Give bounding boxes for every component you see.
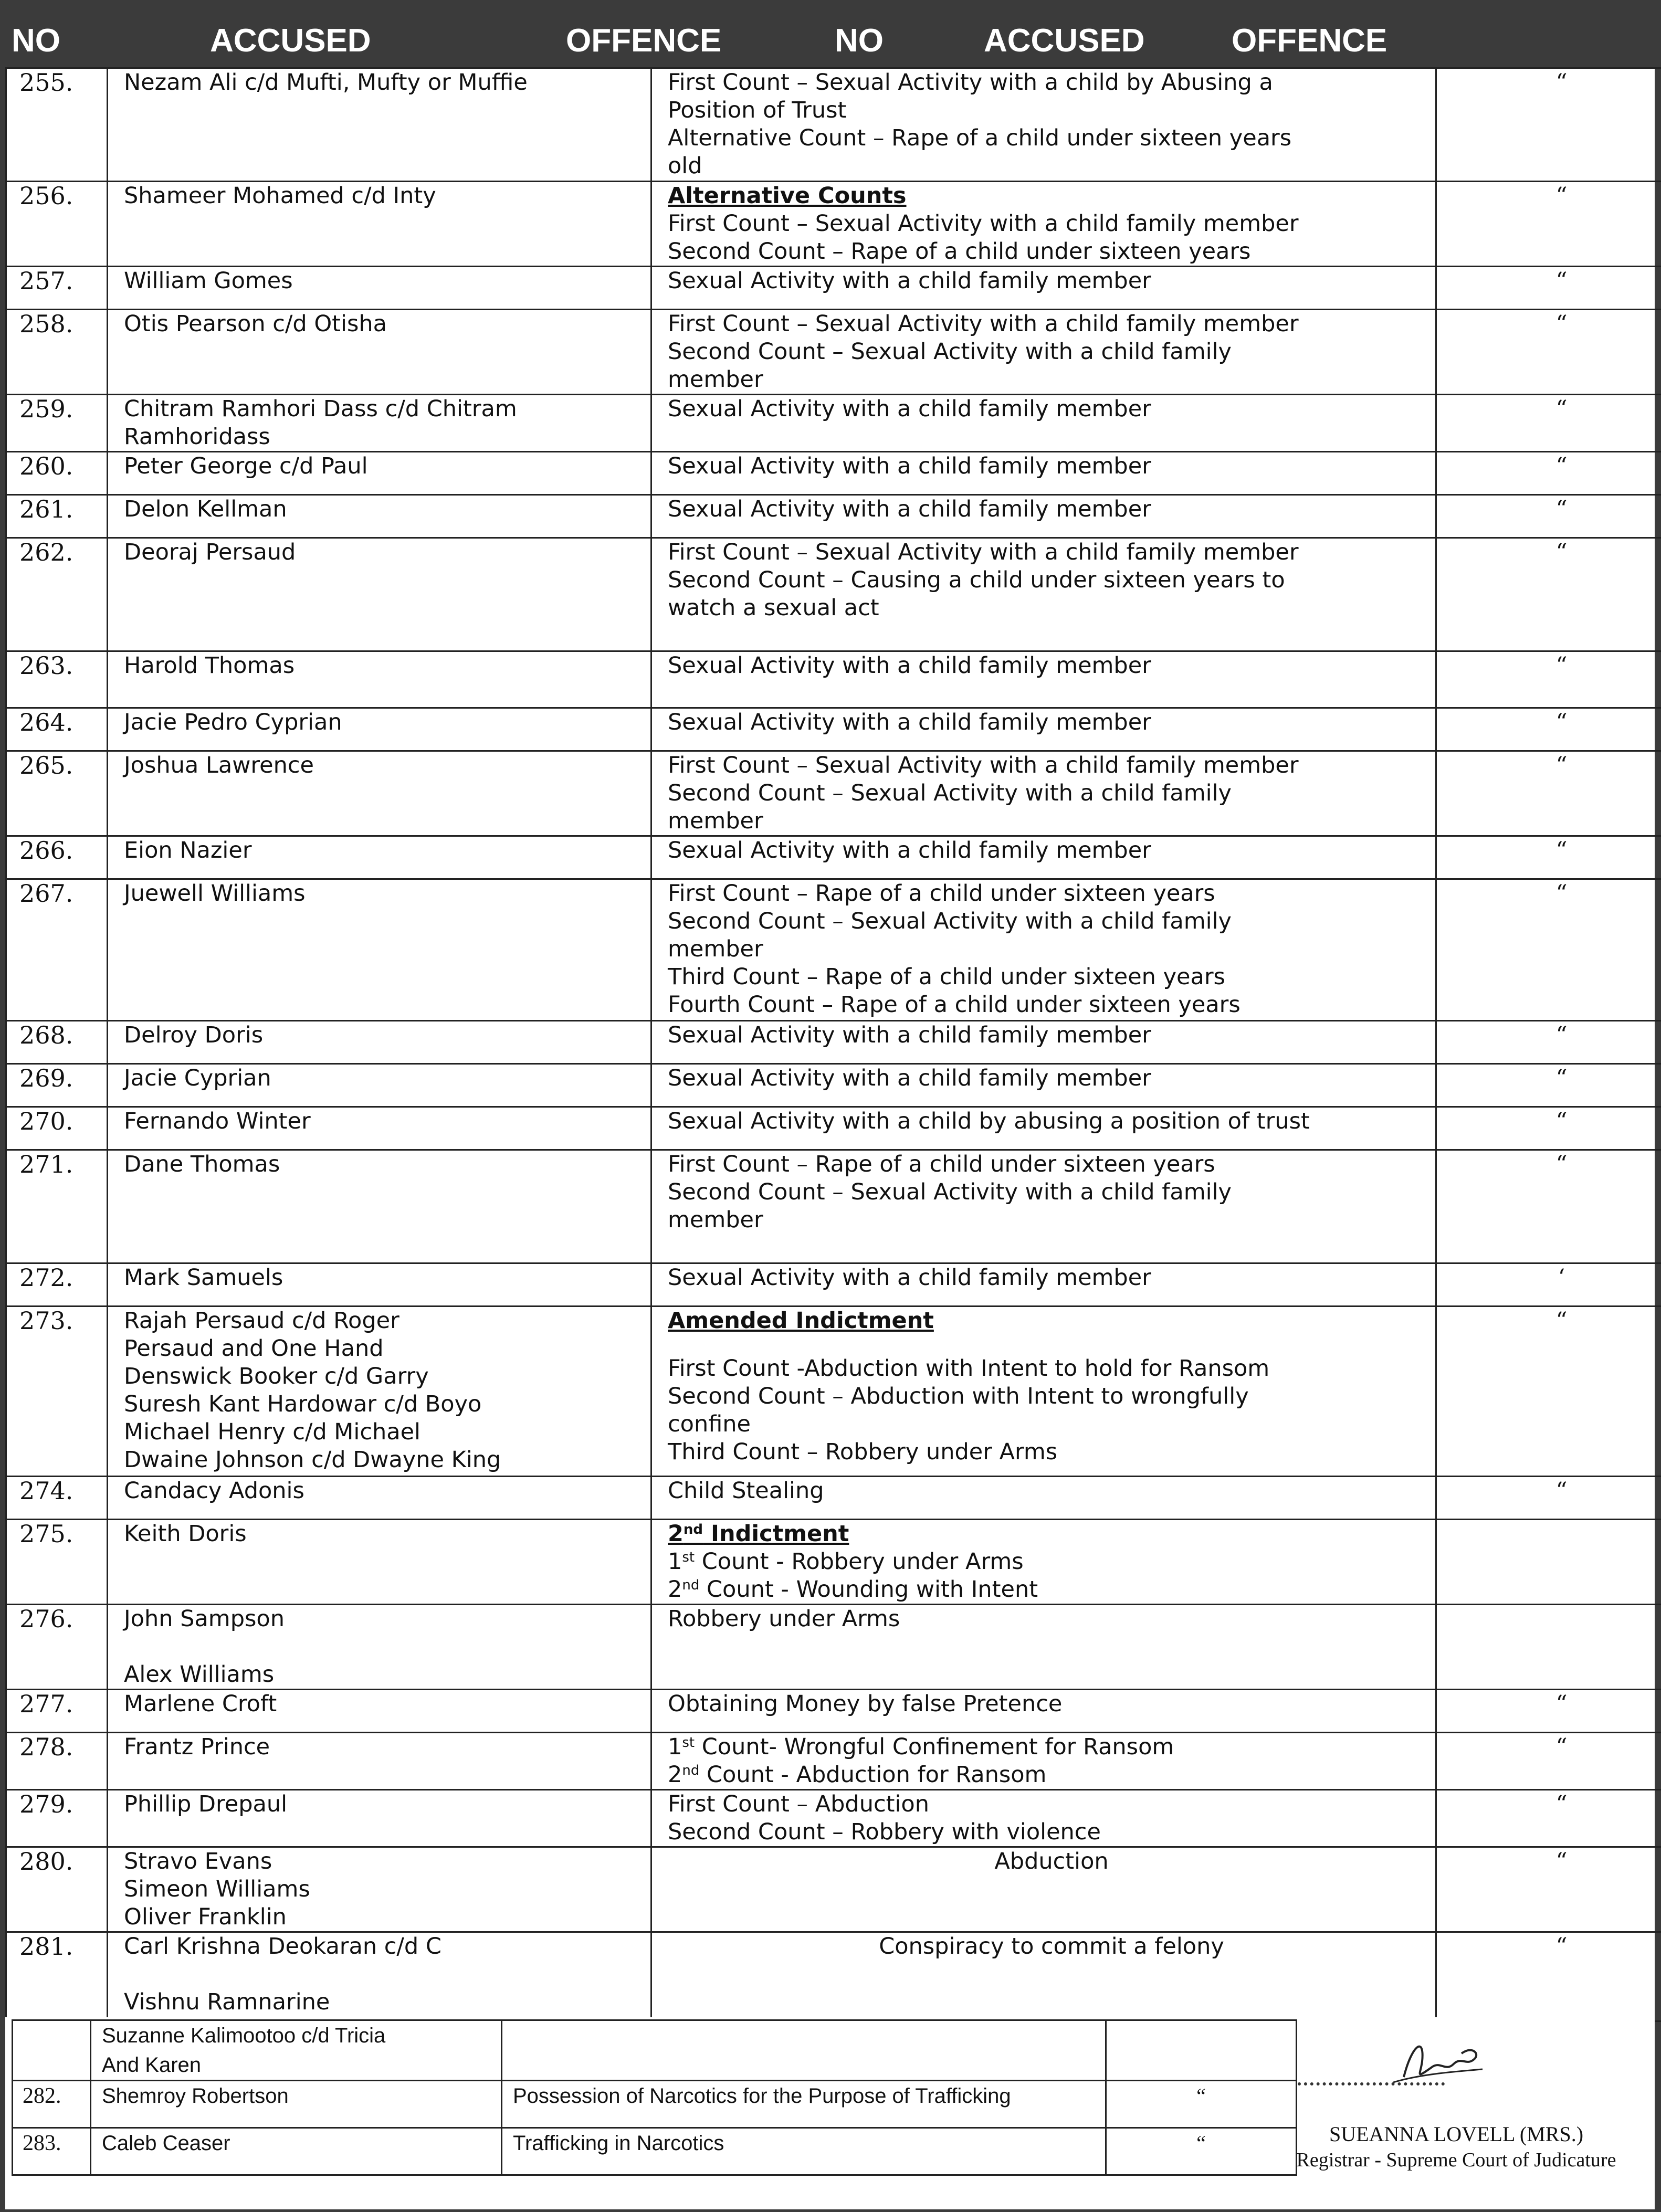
header-offence-2: OFFENCE: [1232, 23, 1387, 59]
row-number: 273.: [6, 1307, 108, 1477]
accused-name: Carl Krishna Deokaran c/d C: [124, 1933, 441, 1960]
table-row: [13, 2128, 1297, 2175]
accused-name: Ramhoridass: [124, 424, 270, 450]
accused-cell: [108, 395, 651, 452]
ditto-mark: “: [1436, 267, 1661, 310]
accused-name: And Karen: [102, 2053, 202, 2077]
ditto-mark: “: [1436, 1307, 1661, 1477]
accused-cell: [108, 495, 651, 538]
accused-name: Persaud and One Hand: [124, 1335, 384, 1362]
ordinal-number: 2: [668, 1521, 684, 1547]
offence-heading: Alternative Counts: [668, 183, 907, 209]
ditto-mark: “: [1106, 2081, 1297, 2128]
ditto-mark: “: [1436, 1064, 1661, 1107]
accused-name: Delroy Doris: [124, 1022, 264, 1048]
row-number: 283.: [13, 2128, 91, 2175]
accused-cell: [108, 879, 651, 1021]
table-row: [13, 2020, 1297, 2081]
offence-cell: [651, 1790, 1436, 1847]
offence-cell: [651, 1150, 1436, 1263]
accused-name: Stravo Evans: [124, 1848, 272, 1874]
table-row: [6, 310, 1661, 395]
accused-name: Dane Thomas: [124, 1151, 280, 1177]
accused-cell: [108, 1150, 651, 1263]
offence-cell: [651, 651, 1436, 708]
offence-count: Sexual Activity with a child family member: [668, 837, 1151, 863]
offence-cell: [651, 495, 1436, 538]
row-number: 261.: [6, 495, 108, 538]
offence-count: member: [668, 1207, 763, 1233]
table-row: [6, 1150, 1661, 1263]
row-number: 264.: [6, 708, 108, 751]
accused-cell: [108, 1263, 651, 1307]
offence-cell: [651, 395, 1436, 452]
accused-cell: [108, 1605, 651, 1690]
ditto-mark: “: [1436, 1733, 1661, 1790]
accused-cell: [108, 1307, 651, 1477]
ditto-mark: “: [1436, 310, 1661, 395]
table-row: [6, 651, 1661, 708]
accused-name: Phillip Drepaul: [124, 1791, 288, 1817]
offence-heading: Amended Indictment: [668, 1308, 934, 1334]
accused-cell: [108, 1477, 651, 1520]
accused-cell: [91, 2081, 502, 2128]
offence-cell: [651, 1847, 1436, 1932]
offence-count: Sexual Activity with a child family member: [668, 652, 1151, 679]
table-row: [6, 836, 1661, 879]
accused-name: Nezam Ali c/d Mufti, Mufty or Muffie: [124, 69, 528, 96]
offence-count: Third Count – Rape of a child under sixteen years: [668, 964, 1225, 990]
table-row: [6, 1477, 1661, 1520]
row-number: 268.: [6, 1021, 108, 1064]
accused-cell: [108, 1847, 651, 1932]
offence-count: Sexual Activity with a child family member: [668, 268, 1151, 294]
offence-count: Second Count – Abduction with Intent to wrongfully: [668, 1383, 1249, 1409]
offence-cell: [651, 1263, 1436, 1307]
table-row: [13, 2081, 1297, 2128]
header-accused-2: ACCUSED: [984, 23, 1145, 59]
ordinal-suffix: nd: [682, 1763, 700, 1778]
ordinal-suffix: nd: [683, 1522, 703, 1537]
accused-name: Marlene Croft: [124, 1691, 277, 1717]
ordinal-number: 2: [668, 1762, 682, 1788]
ditto-mark: “: [1436, 182, 1661, 267]
row-number: 256.: [6, 182, 108, 267]
offence-cell: [651, 836, 1436, 879]
registrar-title: Registrar - Supreme Court of Judicature: [1296, 2149, 1616, 2171]
accused-name: Simeon Williams: [124, 1876, 310, 1902]
signature-line: [1298, 2082, 1445, 2085]
table-row: [6, 68, 1661, 182]
ditto-mark: “: [1436, 651, 1661, 708]
row-number: 259.: [6, 395, 108, 452]
accused-name: Suzanne Kalimootoo c/d Tricia: [102, 2024, 386, 2047]
accused-cell: [108, 1733, 651, 1790]
header-no-2: NO: [835, 23, 884, 59]
offence-count: Second Count – Sexual Activity with a child family: [668, 908, 1232, 934]
ditto-mark: “: [1436, 1107, 1661, 1150]
accused-name: William Gomes: [124, 268, 293, 294]
accused-name: Dwaine Johnson c/d Dwayne King: [124, 1447, 501, 1473]
row-number: 282.: [13, 2081, 91, 2128]
accused-cell: [108, 651, 651, 708]
spacer: [668, 1335, 1435, 1355]
header-offence: OFFENCE: [566, 23, 722, 59]
accused-cell: [108, 68, 651, 182]
table-row: [6, 1790, 1661, 1847]
table-row: [6, 1605, 1661, 1690]
offence-count: First Count – Sexual Activity with a child family member: [668, 752, 1299, 778]
table-row: [6, 1107, 1661, 1150]
offence-count: [668, 1761, 1435, 1789]
ditto-mark: “: [1436, 708, 1661, 751]
offence-count: old: [668, 153, 702, 179]
table-row: [6, 1263, 1661, 1307]
offence-cell: Trafficking in Narcotics: [502, 2128, 1106, 2175]
row-number: 267.: [6, 879, 108, 1021]
indictment-table: [5, 67, 1661, 2022]
accused-name: Harold Thomas: [124, 652, 295, 679]
ditto-mark: “: [1436, 1477, 1661, 1520]
accused-cell: [108, 708, 651, 751]
accused-cell: [108, 267, 651, 310]
row-number: 262.: [6, 538, 108, 651]
offence-count: First Count – Rape of a child under sixteen years: [668, 1151, 1215, 1177]
offence-count: Sexual Activity with a child family member: [668, 1065, 1151, 1091]
offence-count: Robbery under Arms: [668, 1606, 900, 1632]
accused-name: Jacie Cyprian: [124, 1065, 271, 1091]
offence-count: [668, 1733, 1435, 1761]
ordinal-suffix: nd: [682, 1577, 700, 1593]
row-number: 272.: [6, 1263, 108, 1307]
ditto-mark: “: [1436, 495, 1661, 538]
accused-cell: [108, 310, 651, 395]
offence-count: First Count – Rape of a child under sixteen years: [668, 880, 1215, 907]
table-row: [6, 267, 1661, 310]
indictment-list: [5, 67, 1655, 2017]
offence-cell: [651, 1021, 1436, 1064]
table-row: [6, 495, 1661, 538]
offence-count: Sexual Activity with a child family member: [668, 396, 1151, 422]
accused-name: Oliver Franklin: [124, 1904, 287, 1930]
offence-count: Second Count – Causing a child under sixteen years to: [668, 567, 1285, 593]
offence-cell: [651, 879, 1436, 1021]
offence-cell: [651, 182, 1436, 267]
ditto-mark: [1436, 1605, 1661, 1690]
row-number: 281.: [6, 1932, 108, 2021]
offence-count: Child Stealing: [668, 1478, 824, 1504]
offence-count: Conspiracy to commit a felony: [879, 1933, 1224, 1960]
offence-count: Second Count – Sexual Activity with a child family: [668, 780, 1232, 806]
offence-count: Position of Trust: [668, 97, 847, 123]
offence-count: Second Count – Rape of a child under sixteen years: [668, 238, 1251, 265]
ditto-mark: “: [1436, 1932, 1661, 2021]
row-number: 257.: [6, 267, 108, 310]
accused-name: Shemroy Robertson: [102, 2084, 289, 2108]
ordinal-suffix: st: [682, 1735, 695, 1751]
ditto-mark: “: [1106, 2128, 1297, 2175]
offence-cell: [651, 751, 1436, 836]
accused-name: Vishnu Ramnarine: [124, 1989, 330, 2015]
table-row: [6, 751, 1661, 836]
row-number: 260.: [6, 452, 108, 495]
table-row: [6, 1064, 1661, 1107]
table-row: [6, 1847, 1661, 1932]
offence-cell: [651, 1690, 1436, 1733]
accused-cell: [108, 1064, 651, 1107]
header-accused: ACCUSED: [210, 23, 371, 59]
offence-count: Sexual Activity with a child family member: [668, 453, 1151, 479]
ditto-mark: ‘: [1436, 1263, 1661, 1307]
table-row: [6, 1307, 1661, 1477]
ditto-mark: “: [1436, 1790, 1661, 1847]
row-number: 271.: [6, 1150, 108, 1263]
offence-count: Sexual Activity with a child family member: [668, 1265, 1151, 1291]
accused-name: Keith Doris: [124, 1521, 247, 1547]
offence-heading: [668, 1520, 1435, 1548]
table-row: [6, 1932, 1661, 2021]
offence-count: Sexual Activity with a child by abusing a position of trust: [668, 1108, 1310, 1134]
accused-name: Caleb Ceaser: [102, 2132, 230, 2155]
table-row: [6, 708, 1661, 751]
accused-cell: [108, 1021, 651, 1064]
offence-count: Fourth Count – Rape of a child under sixteen years: [668, 992, 1241, 1018]
registrar-signature-block: [1262, 2019, 1651, 2177]
row-number: 266.: [6, 836, 108, 879]
offence-cell: [651, 452, 1436, 495]
registrar-name: SUEANNA LOVELL (MRS.): [1329, 2122, 1584, 2146]
accused-cell: [108, 1520, 651, 1605]
accused-name: Suresh Kant Hardowar c/d Boyo: [124, 1391, 482, 1417]
header-no: NO: [12, 23, 60, 59]
accused-name: [124, 1961, 650, 1988]
accused-name: Mark Samuels: [124, 1265, 283, 1291]
offence-count: First Count -Abduction with Intent to hold for Ransom: [668, 1355, 1270, 1382]
offence-count: confine: [668, 1411, 751, 1437]
offence-cell: [651, 708, 1436, 751]
offence-cell: [651, 1307, 1436, 1477]
ditto-mark: “: [1436, 836, 1661, 879]
footer-section: [5, 2017, 1655, 2209]
table-row: [6, 1733, 1661, 1790]
accused-cell: [91, 2128, 502, 2175]
offence-count: First Count – Abduction: [668, 1791, 929, 1817]
accused-name: Shameer Mohamed c/d Inty: [124, 183, 436, 209]
offence-cell: [651, 1520, 1436, 1605]
heading-text: Indictment: [703, 1521, 849, 1547]
accused-cell: [108, 538, 651, 651]
accused-name: Chitram Ramhori Dass c/d Chitram: [124, 396, 517, 422]
offence-count: member: [668, 366, 763, 393]
offence-count: Sexual Activity with a child family member: [668, 496, 1151, 522]
row-number: 279.: [6, 1790, 108, 1847]
row-number: 277.: [6, 1690, 108, 1733]
row-number: 255.: [6, 68, 108, 182]
ditto-mark: “: [1436, 751, 1661, 836]
accused-cell: [108, 836, 651, 879]
accused-name: [124, 1633, 650, 1661]
ditto-mark: “: [1436, 879, 1661, 1021]
accused-name: Otis Pearson c/d Otisha: [124, 311, 387, 337]
offence-cell: [651, 267, 1436, 310]
offence-count: Third Count – Robbery under Arms: [668, 1439, 1058, 1465]
accused-name: Delon Kellman: [124, 496, 287, 522]
offence-count: Abduction: [994, 1848, 1109, 1874]
offence-cell: [651, 1733, 1436, 1790]
offence-cell: [651, 68, 1436, 182]
accused-name: Juewell Williams: [124, 880, 306, 907]
row-number: 274.: [6, 1477, 108, 1520]
offence-count: First Count – Sexual Activity with a child family member: [668, 311, 1299, 337]
ditto-mark: “: [1436, 452, 1661, 495]
table-row: [6, 1021, 1661, 1064]
offence-count: Second Count – Robbery with violence: [668, 1819, 1101, 1845]
offence-cell: [651, 538, 1436, 651]
offence-count: Sexual Activity with a child family member: [668, 709, 1151, 735]
offence-count: First Count – Sexual Activity with a child family member: [668, 539, 1299, 565]
offence-cell: [502, 2020, 1106, 2081]
row-number: [13, 2020, 91, 2081]
row-number: 263.: [6, 651, 108, 708]
accused-name: Fernando Winter: [124, 1108, 311, 1134]
accused-cell: [108, 751, 651, 836]
row-number: 269.: [6, 1064, 108, 1107]
row-number: 275.: [6, 1520, 108, 1605]
accused-cell: [108, 182, 651, 267]
accused-cell: [91, 2020, 502, 2081]
offence-count: [668, 1548, 1435, 1576]
offence-cell: Possession of Narcotics for the Purpose of Trafficking: [502, 2081, 1106, 2128]
row-number: 265.: [6, 751, 108, 836]
offence-count: member: [668, 936, 763, 962]
continuation-table: [12, 2019, 1297, 2176]
accused-cell: [108, 452, 651, 495]
ordinal-number: 1: [668, 1734, 682, 1760]
ditto-mark: “: [1436, 1690, 1661, 1733]
offence-count: First Count – Sexual Activity with a child family member: [668, 210, 1299, 237]
count-text: Count - Wounding with Intent: [699, 1576, 1038, 1603]
count-text: Count - Abduction for Ransom: [699, 1762, 1047, 1788]
table-row: [6, 879, 1661, 1021]
table-row: [6, 182, 1661, 267]
row-number: 280.: [6, 1847, 108, 1932]
offence-count: watch a sexual act: [668, 595, 879, 621]
accused-name: Deoraj Persaud: [124, 539, 296, 565]
ditto-mark: [1436, 1520, 1661, 1605]
accused-cell: [108, 1690, 651, 1733]
offence-cell: [651, 1932, 1436, 2021]
offence-count: Alternative Count – Rape of a child under sixteen years: [668, 125, 1292, 151]
accused-name: Joshua Lawrence: [124, 752, 314, 778]
row-number: 276.: [6, 1605, 108, 1690]
table-row: [6, 538, 1661, 651]
ordinal-number: 1: [668, 1549, 682, 1575]
offence-cell: [651, 1064, 1436, 1107]
table-row: [6, 1520, 1661, 1605]
offence-cell: [651, 1107, 1436, 1150]
accused-name: Eion Nazier: [124, 837, 252, 863]
offence-cell: [651, 310, 1436, 395]
accused-name: Michael Henry c/d Michael: [124, 1419, 420, 1445]
table-row: [6, 1690, 1661, 1733]
ordinal-suffix: st: [682, 1550, 695, 1565]
accused-cell: [108, 1790, 651, 1847]
row-number: 270.: [6, 1107, 108, 1150]
accused-name: Candacy Adonis: [124, 1478, 304, 1504]
count-text: Count - Robbery under Arms: [695, 1549, 1024, 1575]
offence-count: Second Count – Sexual Activity with a child family: [668, 1179, 1232, 1205]
accused-name: Frantz Prince: [124, 1734, 270, 1760]
offence-count: Obtaining Money by false Pretence: [668, 1691, 1063, 1717]
accused-name: Alex Williams: [124, 1661, 275, 1688]
accused-name: Denswick Booker c/d Garry: [124, 1363, 429, 1389]
table-header: [0, 0, 1661, 67]
ditto-mark: “: [1436, 538, 1661, 651]
accused-name: John Sampson: [124, 1606, 285, 1632]
accused-name: Peter George c/d Paul: [124, 453, 368, 479]
offence-cell: [651, 1605, 1436, 1690]
offence-count: member: [668, 808, 763, 834]
offence-count: [668, 1576, 1435, 1604]
table-row: [6, 452, 1661, 495]
offence-cell: [651, 1477, 1436, 1520]
accused-name: Jacie Pedro Cyprian: [124, 709, 342, 735]
count-text: Count- Wrongful Confinement for Ransom: [695, 1734, 1174, 1760]
row-number: 258.: [6, 310, 108, 395]
row-number: 278.: [6, 1733, 108, 1790]
ditto-mark: “: [1436, 1150, 1661, 1263]
ditto-mark: “: [1436, 68, 1661, 182]
accused-cell: [108, 1932, 651, 2021]
ditto-mark: “: [1436, 395, 1661, 452]
accused-cell: [108, 1107, 651, 1150]
ditto-mark: “: [1436, 1021, 1661, 1064]
offence-count: First Count – Sexual Activity with a child by Abusing a: [668, 69, 1273, 96]
offence-count: Second Count – Sexual Activity with a child family: [668, 339, 1232, 365]
ditto-mark: “: [1436, 1847, 1661, 1932]
offence-count: Sexual Activity with a child family member: [668, 1022, 1151, 1048]
ordinal-number: 2: [668, 1576, 682, 1603]
accused-name: Rajah Persaud c/d Roger: [124, 1308, 400, 1334]
table-row: [6, 395, 1661, 452]
